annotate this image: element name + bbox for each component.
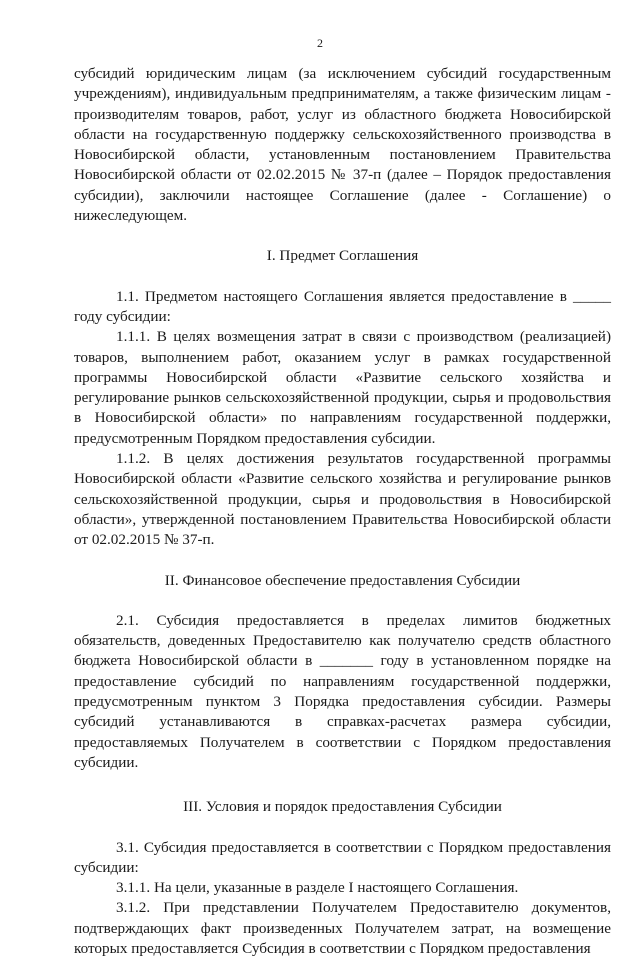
intro-paragraph: субсидий юридическим лицам (за исключением субсидий государственным учреждениям), индивидуальным предпринимателям, а также физическим лицам - производителям товаров, работ, услуг из областного бюджета Новосибирской области на государственную поддержку сельскохозяйственного производства в Новосибирской области, установленным постановлением Правительства Новосибирской области от 02.02.2015 № 37-п (далее – Порядок предоставления субсидии), заключили настоящее Соглашение (далее - Соглашение) о нижеследующем.: [74, 65, 611, 225]
section-1-heading: I. Предмет Соглашения: [266, 247, 419, 265]
clause-3-1-2: 3.1.2. При представлении Получателем Предоставителю документов, подтверждающих факт произведенных Получателем затрат, на возмещение которых предоставляется Субсидия в соответствии с Порядком предоставления: [74, 899, 611, 957]
section-2-heading: II. Финансовое обеспечение предоставления Субсидии: [164, 571, 521, 589]
document-body: [74, 64, 611, 959]
clause-3-1-1: 3.1.1. На цели, указанные в разделе I настоящего Соглашения.: [116, 879, 519, 897]
page-number: 2: [317, 36, 323, 50]
clause-1-1-2: 1.1.2. В целях достижения результатов государственной программы Новосибирской области «Развитие сельского хозяйства и регулирование рынков сельскохозяйственной продукции, сырья и продовольствия в Новосибирской области», утвержденной постановлением Правительства Новосибирской области от 02.02.2015 № 37-п.: [74, 450, 611, 549]
clause-1-1: 1.1. Предметом настоящего Соглашения является предоставление в _____ году субсидии:: [74, 287, 611, 325]
section-3-heading: III. Условия и порядок предоставления Субсидии: [183, 798, 502, 816]
clause-1-1-1: 1.1.1. В целях возмещения затрат в связи с производством (реализацией) товаров, выполнением работ, оказанием услуг в рамках государственной программы Новосибирской области «Развитие сельского хозяйства и регулирование рынков сельскохозяйственной продукции, сырья и продовольствия в Новосибирской области» по направлениям государственной поддержки, предусмотренным Порядком предоставления субсидии.: [74, 328, 611, 447]
clause-2-1: 2.1. Субсидия предоставляется в пределах лимитов бюджетных обязательств, доведенных Предоставителю как получателю средств областного бюджета Новосибирской области в _______ году в установленном порядке на предоставление субсидий по направлениям государственной поддержки, предусмотренным пунктом 3 Порядка предоставления субсидии. Размеры субсидий устанавливаются в справках-расчетах размера субсидии, предоставляемых Получателем в соответствии с Порядком предоставления субсидии.: [74, 611, 611, 771]
clause-3-1: 3.1. Субсидия предоставляется в соответствии с Порядком предоставления субсидии:: [74, 838, 611, 876]
